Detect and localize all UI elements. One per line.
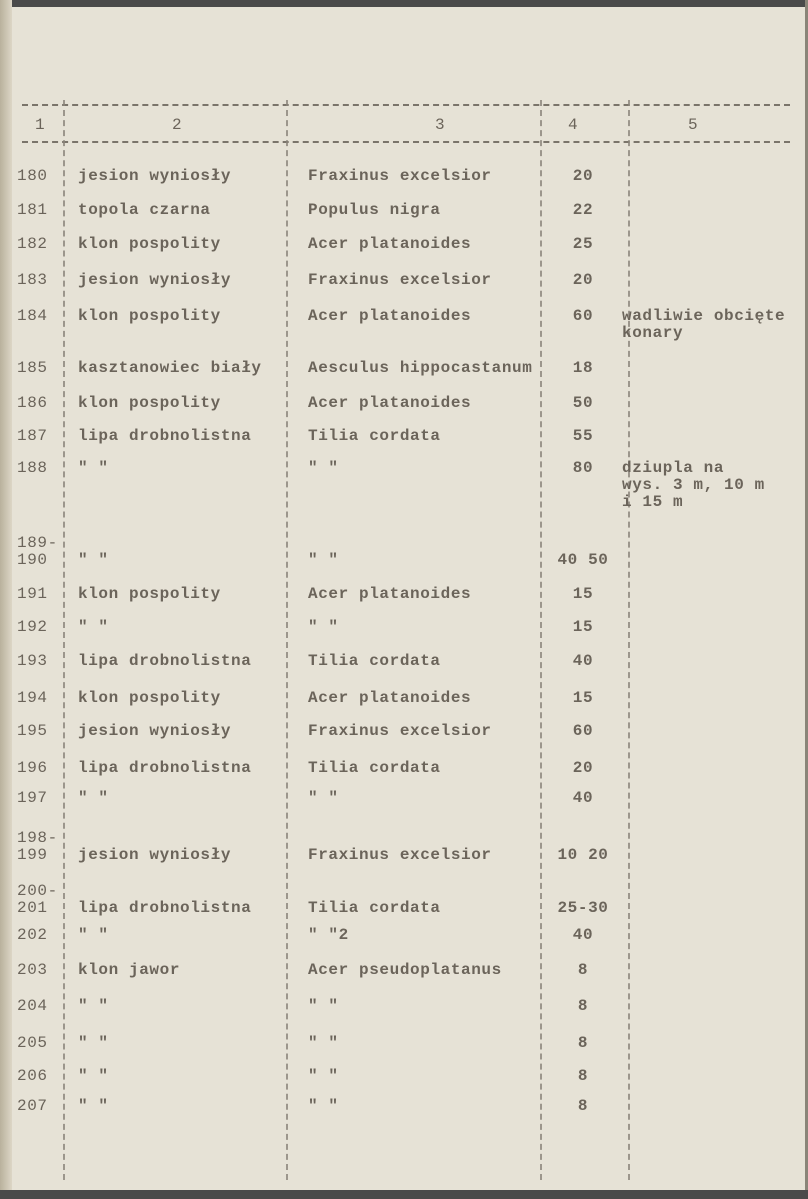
row-number: 186 [17,394,48,412]
polish-name: klon jawor [78,961,181,979]
measurement: 55 [572,427,594,445]
scan-top-border [0,0,808,7]
measurement: 50 [572,394,594,412]
latin-name: Populus nigra [308,201,441,219]
header-bottom-rule [22,141,790,143]
latin-name: Acer platanoides [308,394,472,412]
latin-name: Acer platanoides [308,235,472,253]
measurement: 15 [572,585,594,603]
remarks: wadliwie obcięte konary [622,307,786,342]
latin-name: Tilia cordata [308,899,441,917]
row-number: 197 [17,789,48,807]
latin-name: " " [308,1097,339,1115]
row-number: 192 [17,618,48,636]
latin-name: Fraxinus excelsior [308,846,492,864]
table-top-rule [22,104,790,106]
row-number: 195 [17,722,48,740]
polish-name: lipa drobnolistna [78,759,252,777]
latin-name: " " [308,1067,339,1085]
row-number: 198- 199 [17,829,58,864]
header-col-3: 3 [435,116,445,134]
measurement: 20 [572,759,594,777]
measurement: 8 [577,1034,589,1052]
row-number: 188 [17,459,48,477]
latin-name: Fraxinus excelsior [308,167,492,185]
polish-name: " " [78,997,109,1015]
measurement: 15 [572,689,594,707]
row-number: 189- 190 [17,534,58,569]
row-number: 187 [17,427,48,445]
row-number: 207 [17,1097,48,1115]
polish-name: jesion wyniosły [78,167,232,185]
latin-name: Tilia cordata [308,759,441,777]
latin-name: Tilia cordata [308,427,441,445]
polish-name: klon pospolity [78,689,221,707]
row-number: 196 [17,759,48,777]
page-left-edge [0,0,12,1199]
measurement: 40 [572,926,594,944]
measurement: 40 [572,789,594,807]
latin-name: " " [308,551,339,569]
measurement: 8 [577,961,589,979]
measurement: 60 [572,307,594,325]
latin-name: " " [308,997,339,1015]
measurement: 20 [572,167,594,185]
measurement: 8 [577,1097,589,1115]
polish-name: lipa drobnolistna [78,652,252,670]
latin-name: Fraxinus excelsior [308,722,492,740]
row-number: 202 [17,926,48,944]
measurement: 80 [572,459,594,477]
row-number: 203 [17,961,48,979]
polish-name: klon pospolity [78,307,221,325]
polish-name: klon pospolity [78,585,221,603]
latin-name: " " [308,618,339,636]
row-number: 180 [17,167,48,185]
polish-name: topola czarna [78,201,211,219]
latin-name: Acer platanoides [308,689,472,707]
row-number: 191 [17,585,48,603]
polish-name: klon pospolity [78,235,221,253]
column-divider [286,100,288,1180]
polish-name: lipa drobnolistna [78,427,252,445]
row-number: 204 [17,997,48,1015]
latin-name: Aesculus hippocastanum [308,359,533,377]
measurement: 22 [572,201,594,219]
polish-name: " " [78,926,109,944]
measurement: 15 [572,618,594,636]
latin-name: Acer pseudoplatanus [308,961,502,979]
row-number: 183 [17,271,48,289]
column-divider [63,100,65,1180]
column-divider [540,100,542,1180]
measurement: 25 [572,235,594,253]
polish-name: jesion wyniosły [78,846,232,864]
measurement: 60 [572,722,594,740]
polish-name: jesion wyniosły [78,271,232,289]
row-number: 185 [17,359,48,377]
latin-name: Acer platanoides [308,585,472,603]
header-col-2: 2 [172,116,182,134]
measurement: 10 20 [557,846,609,864]
row-number: 205 [17,1034,48,1052]
polish-name: " " [78,551,109,569]
scan-bottom-border [0,1190,808,1199]
polish-name: " " [78,459,109,477]
polish-name: jesion wyniosły [78,722,232,740]
latin-name: " "2 [308,926,349,944]
row-number: 182 [17,235,48,253]
latin-name: " " [308,459,339,477]
row-number: 193 [17,652,48,670]
measurement: 8 [577,997,589,1015]
polish-name: lipa drobnolistna [78,899,252,917]
measurement: 18 [572,359,594,377]
remarks: dziupla na wys. 3 m, 10 m i 15 m [622,459,765,511]
column-divider [628,100,630,1180]
polish-name: klon pospolity [78,394,221,412]
latin-name: Tilia cordata [308,652,441,670]
row-number: 181 [17,201,48,219]
polish-name: " " [78,618,109,636]
measurement: 20 [572,271,594,289]
header-col-5: 5 [688,116,698,134]
header-col-1: 1 [35,116,45,134]
row-number: 206 [17,1067,48,1085]
polish-name: " " [78,1067,109,1085]
polish-name: " " [78,1034,109,1052]
measurement: 40 [572,652,594,670]
latin-name: " " [308,789,339,807]
row-number: 200- 201 [17,882,58,917]
polish-name: " " [78,789,109,807]
polish-name: kasztanowiec biały [78,359,262,377]
polish-name: " " [78,1097,109,1115]
measurement: 25-30 [557,899,609,917]
latin-name: " " [308,1034,339,1052]
measurement: 8 [577,1067,589,1085]
latin-name: Fraxinus excelsior [308,271,492,289]
row-number: 194 [17,689,48,707]
latin-name: Acer platanoides [308,307,472,325]
measurement: 40 50 [557,551,609,569]
row-number: 184 [17,307,48,325]
header-col-4: 4 [568,116,578,134]
